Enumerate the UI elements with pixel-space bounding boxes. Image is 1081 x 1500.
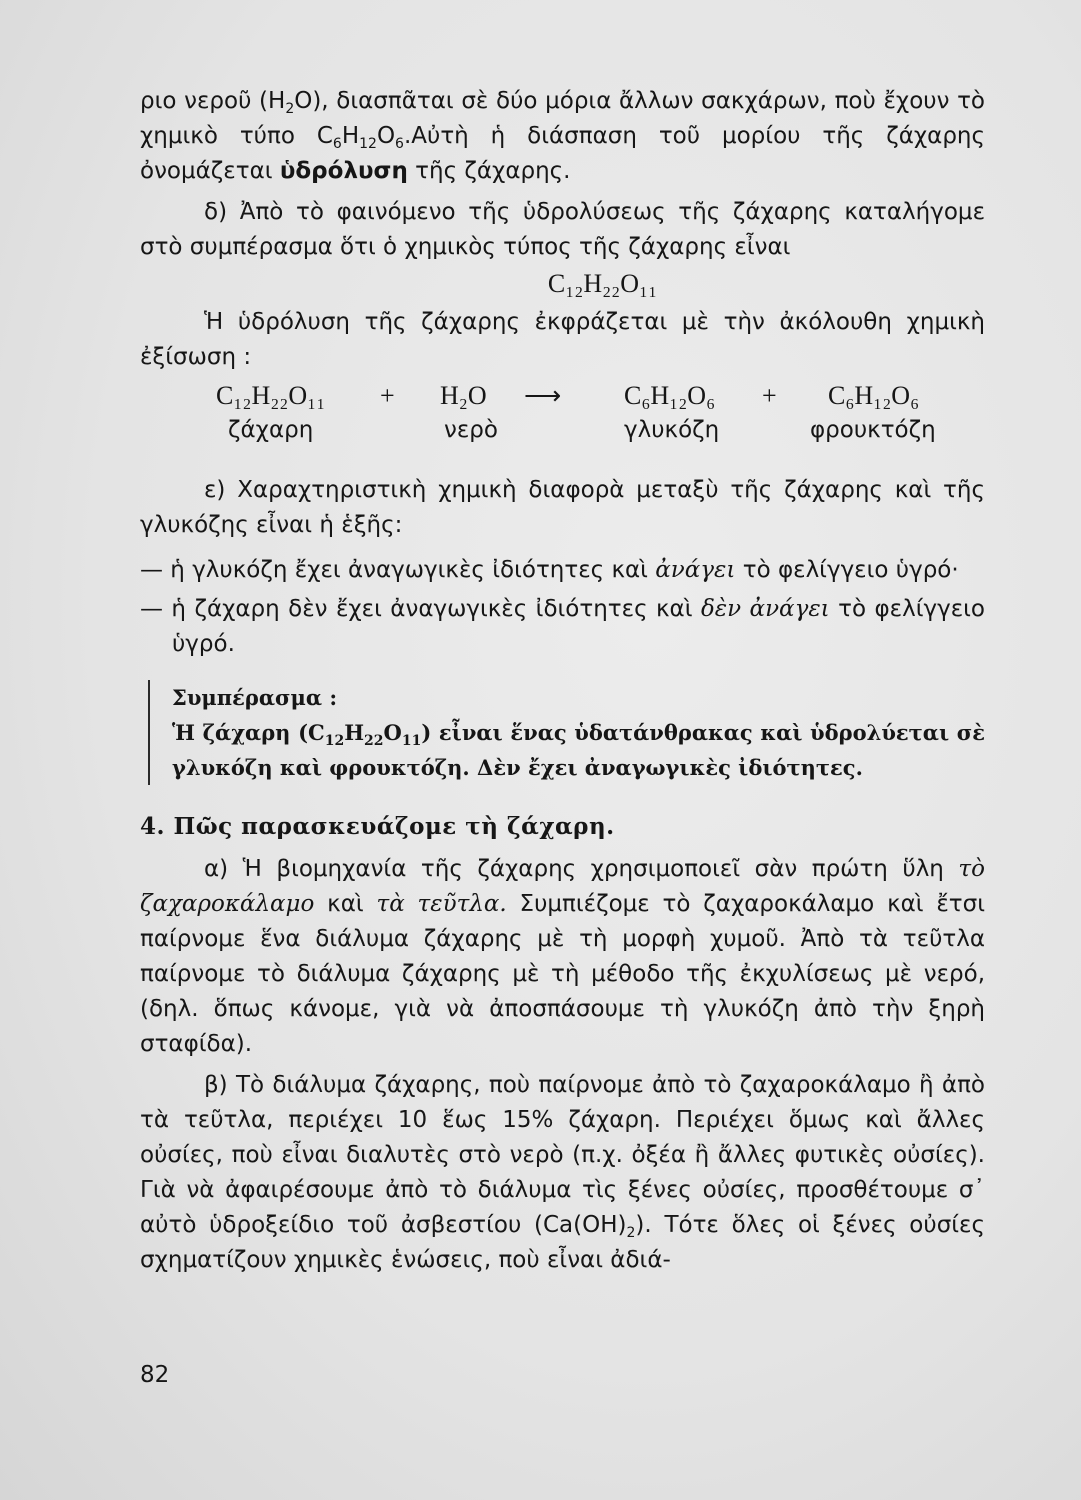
chemical-equation [140,381,985,459]
plus-sign: + [380,381,395,410]
equation-labels [140,417,985,453]
conclusion-heading: Συμπέρασμα : [172,685,338,710]
equation-terms [140,381,985,417]
paragraph-equation-intro: Ἡ ὑδρόλυση τῆς ζάχαρης ἐκφράζεται μὲ τὴν ἀκόλουθη χημικὴ ἐξίσωση : [140,309,985,370]
list-item: — ἡ ζάχαρη δὲν ἔχει ἀναγωγικὲς ἰδιότητες καὶ δὲν ἀνάγει τὸ φελίγγειο ὑγρό. [140,596,985,657]
label-glucose: γλυκόζη [624,417,720,443]
term-hydrolysis: ὑδρόλυση [279,158,408,184]
sugar-formula: C₁₂H₂₂O₁₁ [547,269,658,298]
plus-sign: + [762,381,777,410]
term-sucrose: C₁₂H₂₂O₁₁ [216,381,326,410]
conclusion-box [148,680,985,785]
paragraph-beta: β) Τὸ διάλυμα ζάχαρης, ποὺ παίρνομε ἀπὸ τὸ ζαχαροκάλαμο ἢ ἀπὸ τὰ τεῦτλα, περιέχει 10 ἕως 15% ζάχαρη. Περιέχει ὅμως καὶ ἄλλες οὐσίες, ποὺ εἶναι διαλυτὲς στὸ νερὸ (π.χ. ὀξέα ἢ ἄλλες φυτικὲς οὐσίες). Γιὰ νὰ ἀφαιρέσουμε ἀπὸ τὸ διάλυμα τὶς ξένες οὐσίες, προσθέτουμε σ᾿ αὐτὸ ὑδροξείδιο τοῦ ἀσβεστίου $(Ca(OH)_2)$. Τότε ὅλες οἱ ξένες οὐσίες σχηματίζουν χημικὲς ἑνώσεις, ποὺ εἶναι ἀδιά- [140,1072,985,1273]
label-fructose: φρουκτόζη [810,417,936,443]
section-title: 4. Πῶς παρασκευάζομε τὴ ζάχαρη. [140,813,615,840]
paragraph-hydrolysis: ριο νεροῦ $(H_2O)$, διασπᾶται σὲ δύο μόρια ἄλλων σακχάρων, ποὺ ἔχουν τὸ χημικὸ τύπο $C_6H_{12}O_6.Aὐ\tau ὴ$ ἡ διάσπαση τοῦ μορίου τῆς ζάχαρης ὀνομάζεται ὑδρόλυση τῆς ζάχαρης. [140,88,986,184]
label-water: νερὸ [444,417,498,443]
term-water: H₂O [440,381,487,410]
page-content [140,84,985,1278]
list-item: — ἡ γλυκόζη ἔχει ἀναγωγικὲς ἰδιότητες καὶ ἀνάγει τὸ φελίγγειο ὑγρό· [140,557,959,583]
page-number: 82 [140,1362,170,1388]
term-glucose: C₆H₁₂O₆ [624,381,716,410]
paragraph-d: δ) Ἀπὸ τὸ φαινόμενο τῆς ὑδρολύσεως τῆς ζάχαρης καταλήγομε στὸ συμπέρασμα ὅτι ὁ χημικὸς τύπος τῆς ζάχαρης εἶναι [140,199,985,260]
reaction-arrow: ⟶ [524,381,562,410]
conclusion-text: Ἡ ζάχαρη $(C_{12}H_{22}O_{11})$ εἶναι ἕνας ὑδατάνθρακας καὶ ὑδρολύεται σὲ γλυκόζη καὶ φρουκτόζη. Δὲν ἔχει ἀναγωγικὲς ἰδιότητες. [172,720,985,780]
paragraph-e: ε) Χαραχτηριστικὴ χημικὴ διαφορὰ μεταξὺ τῆς ζάχαρης καὶ τῆς γλυκόζης εἶναι ἡ ἑξῆς: [140,477,985,538]
term-fructose: C₆H₁₂O₆ [828,381,920,410]
label-sugar: ζάχαρη [228,417,314,443]
paragraph-alpha: α) Ἡ βιομηχανία τῆς ζάχαρης χρησιμοποιεῖ σὰν πρώτη ὕλη τὸ ζαχαροκάλαμο καὶ τὰ τεῦτλα. Συμπιέζομε τὸ ζαχαροκάλαμο καὶ ἔτσι παίρνομε ἕνα διάλυμα ζάχαρης μὲ τὴ μορφὴ χυμοῦ. Ἀπὸ τὰ τεῦτλα παίρνομε τὸ διάλυμα ζάχαρης μὲ τὴ μέθοδο τῆς ἐκχυλίσεως μὲ νερό, (δηλ. ὅπως κάνομε, γιὰ νὰ ἀποσπάσουμε τὴ γλυκόζη ἀπὸ τὴν ξηρὴ σταφίδα). [140,856,986,1057]
